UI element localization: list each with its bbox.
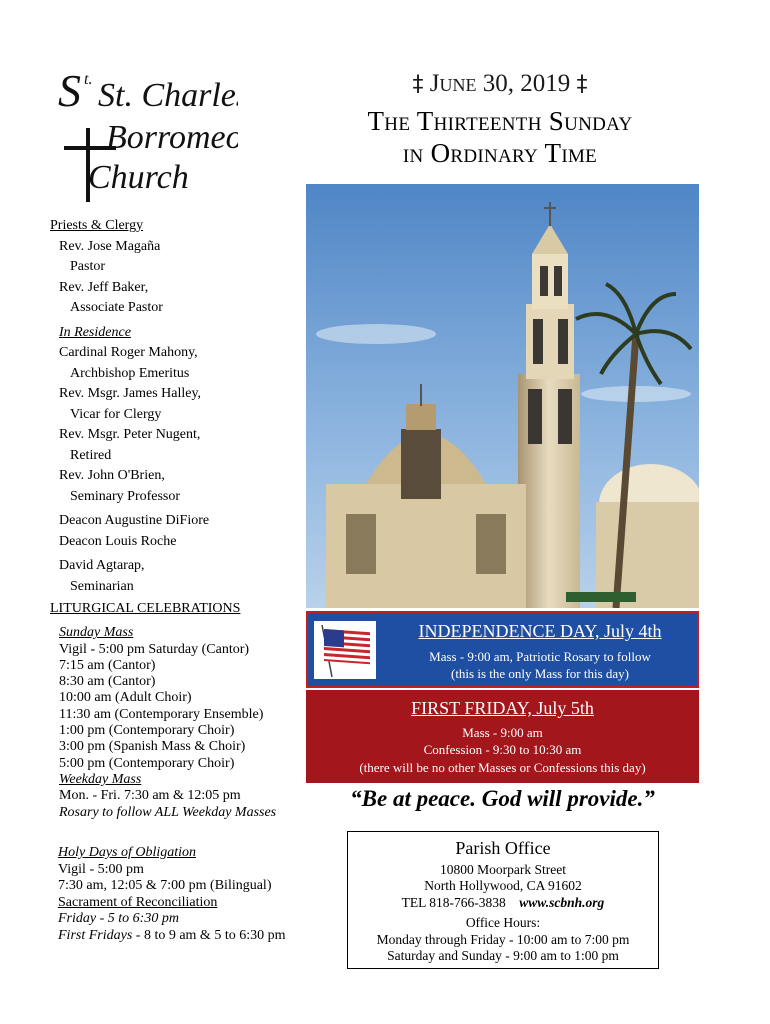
clergy-role: Archbishop Emeritus bbox=[70, 365, 190, 381]
clergy-heading: Priests & Clergy bbox=[50, 218, 144, 233]
clergy-role: Retired bbox=[70, 447, 112, 463]
independence-line-2: (this is the only Mass for this day) bbox=[450, 666, 629, 681]
clergy-role: Vicar for Clergy bbox=[70, 406, 162, 422]
office-street: 10800 Moorpark Street bbox=[440, 861, 566, 877]
weekday-note: Rosary to follow ALL Weekday Masses bbox=[59, 804, 277, 820]
clergy-name: Rev. Msgr. James Halley, bbox=[59, 386, 202, 401]
bulletin-title bbox=[330, 105, 670, 169]
first-friday-title: FIRST FRIDAY, July 5th bbox=[411, 698, 594, 718]
logo-charles: St. Charles bbox=[98, 77, 238, 114]
friday-time: - 5 to 6:30 pm bbox=[96, 911, 179, 926]
sunday-mass-heading: Sunday Mass bbox=[59, 625, 134, 641]
office-hours-weekend: Saturday and Sunday - 9:00 am to 1:00 pm bbox=[387, 948, 619, 963]
cross-icon: ‡ bbox=[576, 72, 588, 97]
mass-time: 10:00 am (Adult Choir) bbox=[59, 690, 192, 706]
first-fridays-time: - 8 to 9 am & 5 to 6:30 pm bbox=[132, 927, 286, 943]
logo-church: Church bbox=[88, 159, 189, 196]
friday-label: Friday bbox=[58, 911, 97, 926]
office-phone: TEL 818-766-3838 bbox=[401, 894, 506, 910]
first-friday-line-2: Confession - 9:30 to 10:30 am bbox=[423, 742, 582, 757]
reconciliation-friday bbox=[58, 911, 318, 928]
church-photo bbox=[306, 184, 699, 608]
clergy-role: Seminary Professor bbox=[70, 488, 181, 504]
mass-time: 11:30 am (Contemporary Ensemble) bbox=[59, 706, 264, 722]
clergy-role: Pastor bbox=[70, 259, 105, 274]
office-hours-weekday: Monday through Friday - 10:00 am to 7:00 pm bbox=[376, 931, 630, 947]
clergy-name: Rev. John O'Brien, bbox=[59, 468, 165, 483]
office-title: Parish Office bbox=[455, 838, 551, 858]
independence-line-1: Mass - 9:00 am, Patriotic Rosary to follow bbox=[429, 649, 651, 664]
inspirational-quote: “Be at peace. God will provide.” bbox=[350, 786, 655, 811]
clergy-name: Rev. Jose Magaña bbox=[59, 238, 161, 254]
weekday-mass-heading: Weekday Mass bbox=[59, 771, 142, 787]
holy-days-heading: Holy Days of Obligation bbox=[58, 845, 197, 860]
holy-days-vigil: Vigil - 5:00 pm bbox=[58, 861, 144, 877]
holy-days-times: 7:30 am, 12:05 & 7:00 pm (Bilingual) bbox=[58, 878, 272, 893]
title-line-2: in Ordinary Time bbox=[402, 138, 598, 168]
clergy-name: Rev. Msgr. Peter Nugent, bbox=[59, 427, 201, 442]
independence-title: INDEPENDENCE DAY, July 4th bbox=[418, 621, 662, 641]
office-hours-heading: Office Hours: bbox=[465, 915, 541, 930]
holy-days bbox=[58, 845, 318, 944]
office-city: North Hollywood, CA 91602 bbox=[424, 878, 582, 893]
svg-text:t.: t. bbox=[84, 71, 93, 88]
mass-time: 8:30 am (Cantor) bbox=[59, 674, 156, 690]
bulletin-date bbox=[330, 70, 670, 98]
mass-time: Vigil - 5:00 pm Saturday (Cantor) bbox=[59, 641, 250, 657]
clergy-name: Cardinal Roger Mahony, bbox=[59, 345, 198, 360]
residence-heading: In Residence bbox=[59, 324, 131, 340]
date-text: June 30, 2019 bbox=[429, 70, 571, 97]
first-friday-notice bbox=[306, 690, 699, 783]
seminarian-name: David Agtarap, bbox=[59, 558, 145, 573]
title-line-1: The Thirteenth Sunday bbox=[367, 106, 633, 136]
weekday-time: Mon. - Fri. 7:30 am & 12:05 pm bbox=[59, 788, 241, 804]
logo-borromeo: Borromeo bbox=[106, 119, 238, 156]
liturgical-celebrations bbox=[50, 601, 310, 821]
independence-day-notice bbox=[306, 611, 699, 688]
parish-office-box bbox=[347, 831, 659, 969]
deacon-name: Deacon Augustine DiFiore bbox=[59, 513, 210, 528]
reconciliation-heading: Sacrament of Reconciliation bbox=[58, 894, 218, 910]
first-friday-line-3: (there will be no other Masses or Confessions this day) bbox=[359, 760, 646, 775]
cross-icon: ‡ bbox=[412, 72, 424, 97]
svg-text:S: S bbox=[58, 65, 81, 116]
office-website[interactable]: www.scbnh.org bbox=[519, 894, 605, 910]
clergy-list bbox=[50, 216, 300, 597]
seminarian-role: Seminarian bbox=[70, 578, 134, 594]
reconciliation-first-fridays bbox=[58, 928, 318, 945]
mass-time: 1:00 pm (Contemporary Choir) bbox=[59, 723, 235, 739]
clergy-name: Rev. Jeff Baker, bbox=[59, 279, 149, 295]
liturgy-heading: LITURGICAL CELEBRATIONS bbox=[50, 601, 241, 616]
american-flag-icon bbox=[314, 621, 376, 679]
mass-time: 5:00 pm (Contemporary Choir) bbox=[59, 755, 235, 771]
mass-time: 7:15 am (Cantor) bbox=[59, 657, 156, 673]
deacon-name: Deacon Louis Roche bbox=[59, 533, 177, 549]
first-fridays-label: First Fridays bbox=[58, 927, 133, 943]
clergy-role: Associate Pastor bbox=[70, 300, 163, 315]
first-friday-line-1: Mass - 9:00 am bbox=[462, 725, 543, 740]
mass-time: 3:00 pm (Spanish Mass & Choir) bbox=[59, 739, 246, 755]
office-contact bbox=[348, 895, 658, 912]
parish-logo bbox=[58, 62, 238, 212]
